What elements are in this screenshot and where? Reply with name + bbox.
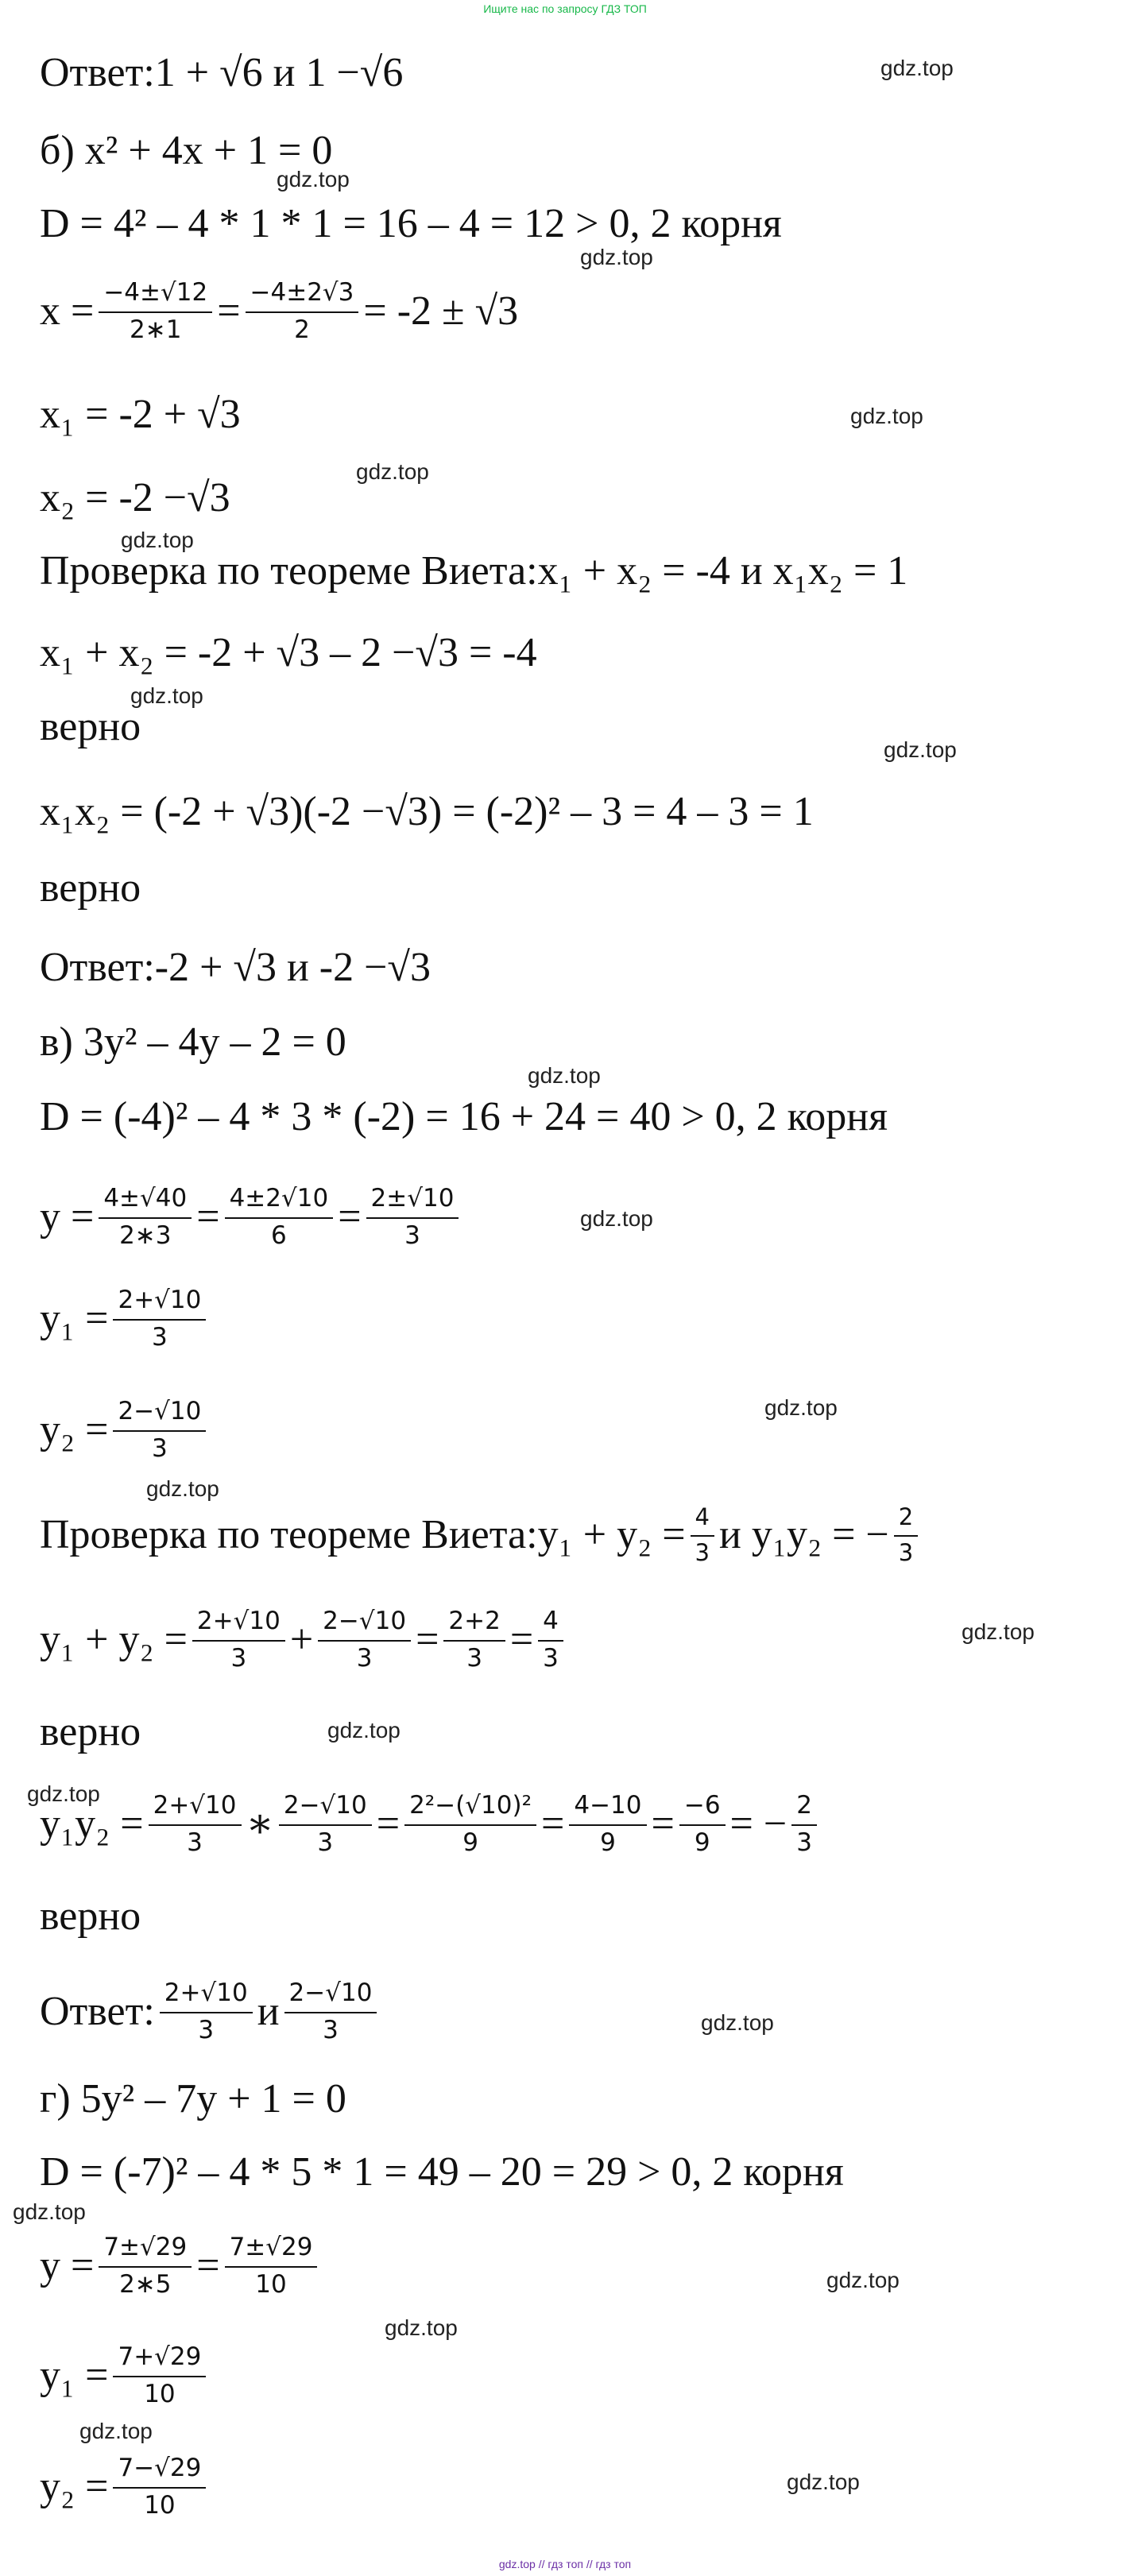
part-g-y1: y₁ = $\frac{7+√29}{10}$ — [40, 2342, 211, 2409]
answer-b-line: Ответ: -2 + √3 и -2 −√3 — [40, 945, 431, 990]
fraction: $\frac{7-√29}{10}$ — [113, 2454, 206, 2520]
part-v-equation: в) 3y² – 4y – 2 = 0 — [40, 1019, 346, 1065]
part-b-discriminant: D = 4² – 4 * 1 * 1 = 16 – 4 = 12 > 0, 2 корня — [40, 201, 782, 246]
part-g-equation: г) 5y² – 7y + 1 = 0 — [40, 2076, 346, 2122]
part-v-sum-correct: верно — [40, 1709, 141, 1754]
watermark: gdz.top — [79, 2419, 153, 2443]
fraction: $\frac{7\pm√29}{2∗5}$ — [99, 2234, 192, 2299]
watermark: gdz.top — [528, 1063, 601, 1088]
part-b-product-correct: верно — [40, 865, 141, 911]
watermark: gdz.top — [880, 56, 954, 80]
part-v-product: y₁y₂ = $\frac{2+√10}{3}$ ∗ $\frac{2-√10}{3}$ = $\frac{\text{2²−(√10)²}}{9}$ = $\frac{4-10}{9}$ = $\frac{-6}{9}$ = − $\frac{2}{3}$ — [40, 1791, 822, 1858]
part-b-product: x₁x₂ = (-2 + √3)(-2 −√3) = (-2)² – 3 = 4 – 3 = 1 — [40, 789, 814, 834]
part-v-vieta-check: Проверка по теореме Виета: y₁ + y₂ = $\frac{4}{3}$ и y₁y₂ = − $\frac{2}{3}$ — [40, 1502, 923, 1568]
answer-a-line: Ответ: 1 + √6 и 1 −√6 — [40, 50, 404, 95]
watermark: gdz.top — [356, 459, 429, 484]
fraction: $\frac{2+√10}{3}$ — [149, 1792, 242, 1857]
watermark: gdz.top — [130, 683, 203, 708]
fraction: $\frac{4}{3}$ — [538, 1607, 563, 1673]
watermark: gdz.top — [277, 167, 350, 191]
top-banner[interactable]: Ищите нас по запросу ГДЗ ТОП — [483, 2, 647, 15]
part-v-product-correct: верно — [40, 1893, 141, 1939]
fraction: $\frac{2+√10}{3}$ — [113, 1286, 206, 1352]
part-g-discriminant: D = (-7)² – 4 * 5 * 1 = 49 – 20 = 29 > 0, 2 корня — [40, 2149, 844, 2195]
part-g-y-formula: y = $\frac{7\pm√29}{2∗5}$ = $\frac{7\pm√29}{10}$ — [40, 2233, 322, 2299]
part-b-x2: x₂ = -2 −√3 — [40, 475, 230, 520]
fraction: $\frac{2-√10}{3}$ — [284, 1979, 377, 2044]
part-v-sum: y₁ + y₂ = $\frac{2+√10}{3}$ + $\frac{2-√10}{3}$ = $\frac{2+2}{3}$ = $\frac{4}{3}$ — [40, 1607, 568, 1673]
part-v-discriminant: D = (-4)² – 4 * 3 * (-2) = 16 + 24 = 40 > 0, 2 корня — [40, 1094, 888, 1139]
part-b-sum-correct: верно — [40, 704, 141, 749]
fraction: $\frac{-6}{9}$ — [679, 1792, 726, 1857]
answer-v-line: Ответ: $\frac{2+√10}{3}$ и $\frac{2-√10}{3}$ — [40, 1978, 381, 2045]
watermark: gdz.top — [121, 528, 194, 552]
watermark: gdz.top — [962, 1619, 1035, 1644]
part-v-y1: y₁ = $\frac{2+√10}{3}$ — [40, 1286, 211, 1352]
watermark: gdz.top — [701, 2010, 774, 2035]
watermark: gdz.top — [884, 737, 957, 762]
part-b-sum: x₁ + x₂ = -2 + √3 – 2 −√3 = -4 — [40, 630, 537, 675]
watermark: gdz.top — [764, 1395, 838, 1420]
watermark: gdz.top — [826, 2268, 900, 2292]
fraction: $\frac{2}{3}$ — [791, 1792, 817, 1857]
part-g-y2: y₂ = $\frac{7-√29}{10}$ — [40, 2454, 211, 2520]
part-v-y-formula: y = $\frac{4\pm√40}{2∗3}$ = $\frac{4\pm 2√10}{6}$ = $\frac{2\pm√10}{3}$ — [40, 1184, 463, 1251]
fraction: $\frac{2-√10}{3}$ — [318, 1607, 411, 1673]
fraction: $\frac{-4\pm√12}{2∗1}$ — [99, 279, 212, 344]
fraction: $\frac{7+√29}{10}$ — [113, 2343, 206, 2408]
watermark: gdz.top — [13, 2199, 86, 2224]
fraction: $\frac{4\pm 2√10}{6}$ — [225, 1185, 334, 1250]
fraction: $\frac{2\pm√10}{3}$ — [366, 1185, 459, 1250]
fraction: $\frac{7\pm√29}{10}$ — [225, 2234, 318, 2299]
part-b-vieta-check: Проверка по теореме Виета: x₁ + x₂ = -4 и x₁x₂ = 1 — [40, 548, 908, 594]
fraction: $\frac{2-√10}{3}$ — [113, 1398, 206, 1463]
watermark: gdz.top — [327, 1718, 401, 1742]
part-b-x1: x₁ = -2 + √3 — [40, 392, 241, 437]
part-v-y2: y₂ = $\frac{2-√10}{3}$ — [40, 1397, 211, 1464]
fraction: $\frac{2}{3}$ — [894, 1504, 918, 1566]
fraction: $\frac{4-10}{9}$ — [569, 1792, 646, 1857]
fraction: $\frac{\text{2²−(√10)²}}{9}$ — [404, 1792, 536, 1857]
watermark: gdz.top — [580, 245, 653, 269]
watermark: gdz.top — [146, 1476, 219, 1501]
part-b-equation: б) x² + 4x + 1 = 0 — [40, 128, 333, 173]
watermark: gdz.top — [850, 404, 923, 428]
watermark: gdz.top — [580, 1206, 653, 1231]
watermark: gdz.top — [787, 2470, 860, 2494]
fraction: $\frac{2+√10}{3}$ — [160, 1979, 253, 2044]
fraction: $\frac{-4\pm 2√3}{2}$ — [246, 279, 359, 344]
fraction: $\frac{2-√10}{3}$ — [279, 1792, 372, 1857]
watermark: gdz.top — [385, 2315, 458, 2340]
fraction: $\frac{2+√10}{3}$ — [192, 1607, 285, 1673]
bottom-footer[interactable]: gdz.top // гдз топ // гдз топ — [498, 2558, 632, 2570]
fraction: $\frac{2+2}{3}$ — [443, 1607, 505, 1673]
fraction: $\frac{4}{3}$ — [691, 1504, 714, 1566]
watermark: gdz.top — [27, 1781, 100, 1806]
fraction: $\frac{4\pm√40}{2∗3}$ — [99, 1185, 192, 1250]
part-b-x-formula: x = $\frac{-4\pm√12}{2∗1}$ = $\frac{-4\pm 2√3}{2}$ = -2 ± √3 — [40, 277, 519, 344]
